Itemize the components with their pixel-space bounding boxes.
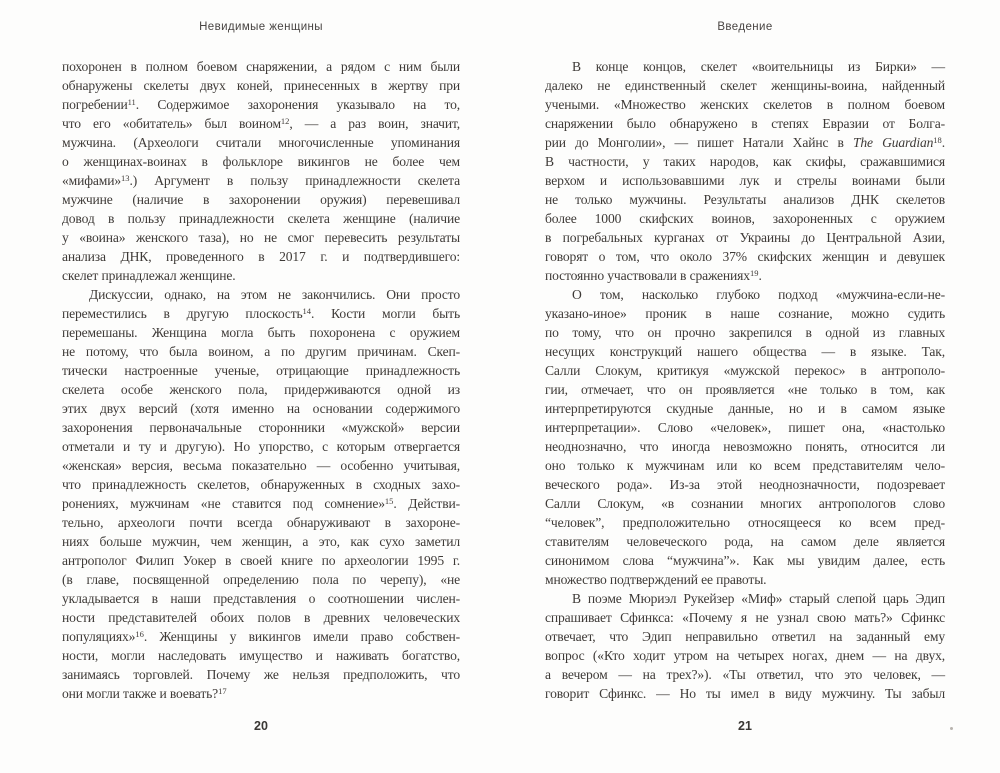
text-line: отвечает, что Эдип неправильно ответил на заданный ему [545, 629, 945, 644]
footnote-marker: 17 [218, 685, 227, 696]
paragraph [545, 589, 945, 703]
text-line: неоднозначно, что иногда невозможно понять, относится ли [545, 439, 945, 454]
text-line: довод в пользу принадлежности скелета женщине (наличие [62, 211, 460, 226]
text-line: о женщинах-воинах в фольклоре викингов не более чем [62, 154, 460, 169]
text-line: О том, насколько глубоко подход «мужчина-если-не- [572, 287, 945, 302]
text-line: указано-иное» проник в наше сознание, можно судить [545, 306, 945, 321]
text-line: интерпретируются скудные данные, но и в самом языке [545, 401, 945, 416]
text-line: Дискуссии, однако, на этом не закончились. Они просто [89, 287, 460, 302]
text-line: перемешаны. Женщина могла быть похоронена с оружием [62, 325, 460, 340]
running-header-right: Введение [717, 21, 773, 33]
text-line: Салли Слокум, «в сознании многих антропологов слово [545, 496, 945, 511]
text-line: переместились в другую плоскость$^{14}$. Кости могли быть [62, 305, 461, 321]
text-line: скелет принадлежал женщине. [62, 268, 236, 283]
text-line: ниях больше мужчин, чем женщин, а это, как сухо заметил [62, 534, 460, 549]
footnote-marker: 15 [384, 495, 394, 506]
text-line: не потому, что была воином, а по другим причинам. Скеп- [62, 344, 460, 359]
text-line: не только мужчины. Результаты анализов ДНК скелетов [545, 192, 945, 207]
footnote-marker: 16 [135, 628, 144, 639]
text-line: В конце концов, скелет «воительницы из Бирки» — [572, 59, 945, 74]
text-line: популяциях»$^{16}$. Женщины у викингов имели право собствен- [62, 628, 460, 644]
text-line: спрашивает Сфинкса: «Почему я не узнал свою мать?» Сфинкс [545, 610, 945, 625]
text-line: ронениях, мужчинам «не ставится под сомнение»$^{15}$. Действи- [62, 495, 460, 511]
text-line: «мифами»$^{13}$.) Аргумент в пользу принадлежности скелета [62, 172, 460, 188]
text-line: тельно, археологи почти всегда обнаруживают в захороне- [62, 515, 460, 530]
text-line: тически настроенные ученые, отрицающие принадлежность [62, 363, 460, 378]
text-line: ности, могли наследовать имущество и наживать богатство, [62, 648, 460, 663]
page-number-left: 20 [254, 719, 268, 733]
text-line: говорит Сфинкс. — Но ты имел в виду мужчину. Ты забыл [545, 686, 945, 701]
text-line: верхом и использовавшими лук и стрелы воинами были [545, 173, 945, 188]
text-line: «женская» версия, весьма показательно — особенно учитывая, [62, 458, 460, 473]
footnote-marker: 11 [127, 96, 136, 107]
page-number-right: 21 [738, 719, 752, 733]
text-line: что его «обитатель» был воином$^{12}$, — а раз воин, значит, [62, 115, 460, 131]
text-line: В поэме Мюриэл Рукейзер «Миф» старый слепой царь Эдип [572, 591, 945, 606]
text-line: укладывается в наши представления о соотношении числен- [62, 591, 460, 606]
footnote-marker: 12 [280, 115, 290, 126]
book-page-left [62, 0, 460, 773]
text-line: отметали и ту и другую). Но упорство, с которым отвергается [62, 439, 460, 454]
scan-artifact-dot [950, 727, 953, 730]
text-line: у «воина» женского таза), но не смог перевесить результаты [62, 230, 460, 245]
text-line: множество подтверждений ее правоты. [545, 572, 767, 587]
text-line: в погребальных курганах от Украины до Центральной Азии, [545, 230, 945, 245]
text-line: занимаясь торговлей. Почему же нельзя предположить, что [62, 667, 460, 682]
paragraph [545, 57, 945, 285]
paragraph [62, 57, 460, 285]
text-line: говорят о том, что около 37% скифских женщин и девушек [545, 249, 945, 264]
text-block-right [545, 57, 945, 703]
text-line: несущих конструкций нашего общества — в языке. Так, [545, 344, 945, 359]
footnote-marker: 18 [933, 134, 942, 145]
text-line: “человек”, предположительно относящееся ко всем пред- [545, 515, 945, 530]
text-line: оно только к мужчинам или ко всем представителям чело- [545, 458, 945, 473]
text-line: снаряжении было обнаружено в степях Евразии от Болга- [545, 116, 945, 131]
paragraph [62, 285, 460, 703]
book-page-right [545, 0, 945, 773]
text-line: обнаружены скелеты двух коней, принесенных в жертву при [62, 78, 460, 93]
text-line: погребении$^{11}$. Содержимое захоронения указывало на то, [62, 96, 460, 112]
text-line: скелета особе женского пола, придерживаются одной из [62, 382, 460, 397]
text-line: анализа ДНК, проведенного в 2017 г. и подтвердившего: [62, 249, 460, 264]
text-line: гии, отмечает, что он проявляется «не только в том, как [545, 382, 945, 397]
text-line: мужчина. (Археологи считали многочисленные упоминания [62, 135, 460, 150]
text-line: далеко не единственный скелет женщины-воина, найденный [545, 78, 945, 93]
paragraph [545, 285, 945, 589]
text-block-left [62, 57, 460, 703]
text-line: похоронен в полном боевом снаряжении, а рядом с ним были [62, 59, 460, 74]
text-line: рии до Монголии», — пишет Натали Хайнс в The Guardian$^{18}$. [545, 134, 945, 150]
text-line: (в главе, посвященной определению пола по черепу), «не [62, 572, 460, 587]
text-line: интерпретации». Слово «человек», пишет она, «настолько [545, 420, 945, 435]
footnote-marker: 13 [121, 172, 130, 183]
text-line: постоянно участвовали в сражениях$^{19}$. [545, 267, 762, 283]
text-line: ставителям человеческого рода, на самом деле является [545, 534, 945, 549]
text-line: по тому, что он прочно закрепился в одной из главных [545, 325, 945, 340]
text-line: Салли Слокум, критикуя «мужской перекос» в антрополо- [545, 363, 945, 378]
footnote-marker: 14 [302, 305, 312, 316]
text-line: учеными. «Множество женских скелетов в полном боевом [545, 97, 945, 112]
text-line: они могли также и воевать?$^{17}$ [62, 685, 227, 701]
italic-text: The Guardian [852, 135, 934, 150]
text-line: веческого рода». Из-за этой неоднозначности, подозревает [545, 477, 945, 492]
text-line: В частности, у таких народов, как скифы, сражавшимися [545, 154, 945, 169]
text-line: вопрос («Кто ходит утром на четырех ногах, днем — на двух, [545, 648, 945, 663]
text-line: мужчине (наличие в захоронении оружия) перевешивал [62, 192, 460, 207]
text-line: а вечером — на трех?»). «Ты ответил, что это человек, — [545, 667, 945, 682]
text-line: ности представителей обоих полов в древних человеческих [62, 610, 460, 625]
footnote-marker: 19 [749, 267, 759, 278]
text-line: более 1000 скифских воинов, захороненных с оружием [545, 211, 945, 226]
text-line: захоронения первоначальные сторонники «мужской» версии [62, 420, 460, 435]
text-line: этих двух версий (хотя именно на основании содержимого [62, 401, 460, 416]
text-line: антрополог Филип Уокер в своей книге по археологии 1995 г. [62, 553, 460, 568]
text-line: синонимом слова “мужчина”». Как мы увидим далее, есть [545, 553, 945, 568]
running-header-left: Невидимые женщины [199, 21, 323, 33]
text-line: что принадлежность скелетов, обнаруженных в сходных захо- [62, 477, 460, 492]
